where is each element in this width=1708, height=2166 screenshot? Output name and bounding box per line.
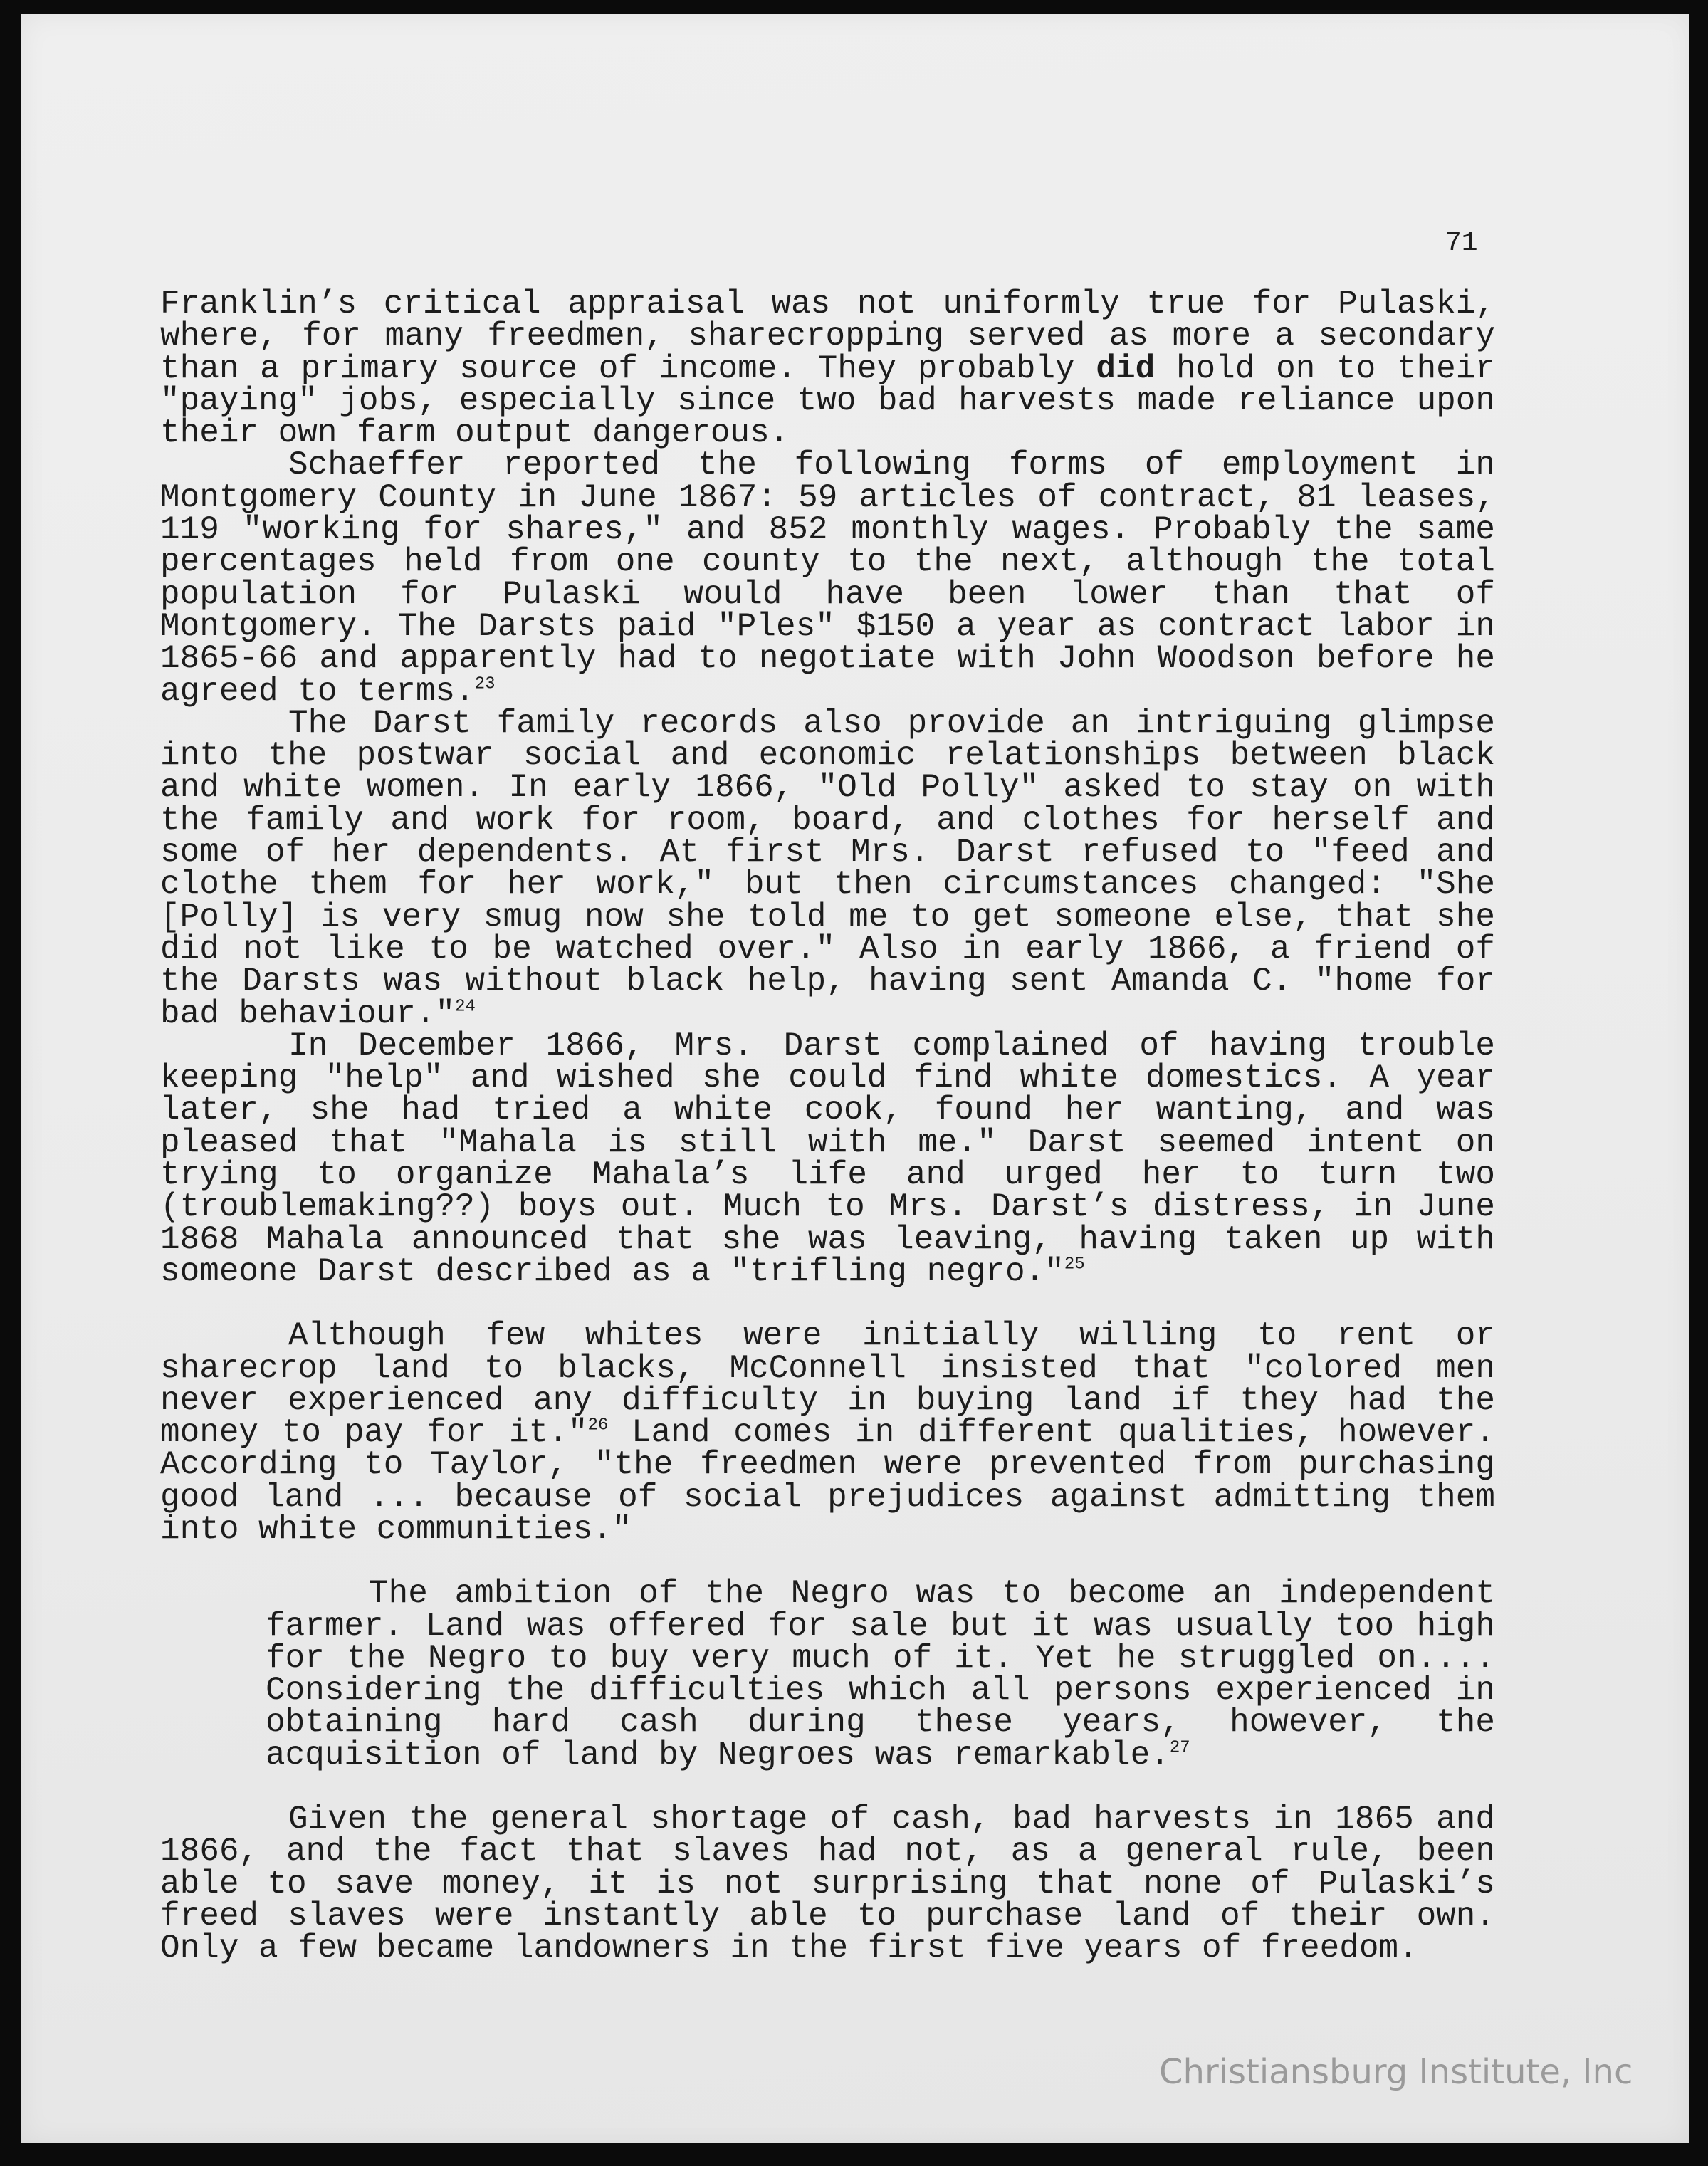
block-quote [266, 1575, 1495, 1774]
paragraph-schaeffer [160, 446, 1495, 710]
paragraph-franklin [160, 286, 1495, 452]
paragraph-given [160, 1801, 1495, 1967]
paragraph-december-1866 [160, 1027, 1495, 1290]
body-text [160, 288, 1495, 1965]
paragraph-text: Land comes in different qualities, however. According to Taylor, "the freedmen were prevented from purchasing good land ... because of social prejudices against admitting them into white communities." [160, 1414, 1495, 1548]
paragraph-text: Franklin’s critical appraisal was not uniformly true for Pulaski, where, for many freedmen, sharecropping served as more a secondary than a primary source of income. They probably [160, 286, 1495, 387]
quote-text: The ambition of the Negro was to become an independent farmer. Land was offered for sale but it was usually too high for the Negro to buy very much of it. Yet he struggled on.... Considering the difficulties which all persons experienced in obtaining hard cash during these years, however, the acquisition of land by Negroes was remarkable. [266, 1575, 1495, 1774]
footnote-ref-27: 27 [1169, 1738, 1190, 1758]
page-number: 71 [1445, 228, 1478, 258]
footnote-ref-25: 25 [1064, 1255, 1085, 1275]
paragraph-although [160, 1317, 1495, 1548]
footnote-ref-26: 26 [587, 1416, 609, 1435]
paragraph-text: Schaeffer reported the following forms of employment in Montgomery County in June 1867: 59 articles of contract, 81 leases, 119 "working for shares," and 852 monthly wages. Probably the same percentages held from one county to the next, although the total population for Pulaski would have been lower than that of Montgomery. The Darsts paid "Ples" $150 a year as contract labor in 1865-66 and apparently had to negotiate with John Woodson before he agreed to terms. [160, 446, 1495, 710]
footnote-ref-24: 24 [455, 997, 476, 1017]
watermark: Christiansburg Institute, Inc [1159, 2052, 1633, 2092]
footnote-ref-23: 23 [474, 674, 496, 694]
paragraph-text: Although few whites were initially willing to rent or sharecrop land to blacks, McConnell insisted that "colored men never experienced any difficulty in buying land if they had the money to pay for it." [160, 1317, 1495, 1452]
paragraph-text: In December 1866, Mrs. Darst complained of having trouble keeping "help" and wished she could find white domestics. A year later, she had tried a white cook, found her wanting, and was pleased that "Mahala is still with me." Darst seemed intent on trying to organize Mahala’s life and urged her to turn two (troublemaking??) boys out. Much to Mrs. Darst’s distress, in June 1868 Mahala announced that she was leaving, having taken up with someone Darst described as a "trifling negro." [160, 1027, 1495, 1290]
document-page [21, 14, 1689, 2143]
paragraph-darst-family [160, 704, 1495, 1032]
emphasis-did: did [1096, 350, 1156, 387]
paragraph-text: The Darst family records also provide an intriguing glimpse into the postwar social and economic relationships between black and white women. In early 1866, "Old Polly" asked to stay on with the family and work for room, board, and clothes for herself and some of her dependents. At first Mrs. Darst refused to "feed and clothe them for her work," but then circumstances changed: "She [Polly] is very smug now she told me to get someone else, that she did not like to be watched over." Also in early 1866, a friend of the Darsts was without black help, having sent Amanda C. "home for bad behaviour." [160, 704, 1495, 1032]
paragraph-text: Given the general shortage of cash, bad harvests in 1865 and 1866, and the fact that slaves had not, as a general rule, been able to save money, it is not surprising that none of Pulaski’s freed slaves were instantly able to purchase land of their own. Only a few became landowners in the first five years of freedom. [160, 1801, 1495, 1967]
paragraph-text: hold on to their "paying" jobs, especially since two bad harvests made reliance upon their own farm output dangerous. [160, 350, 1495, 452]
